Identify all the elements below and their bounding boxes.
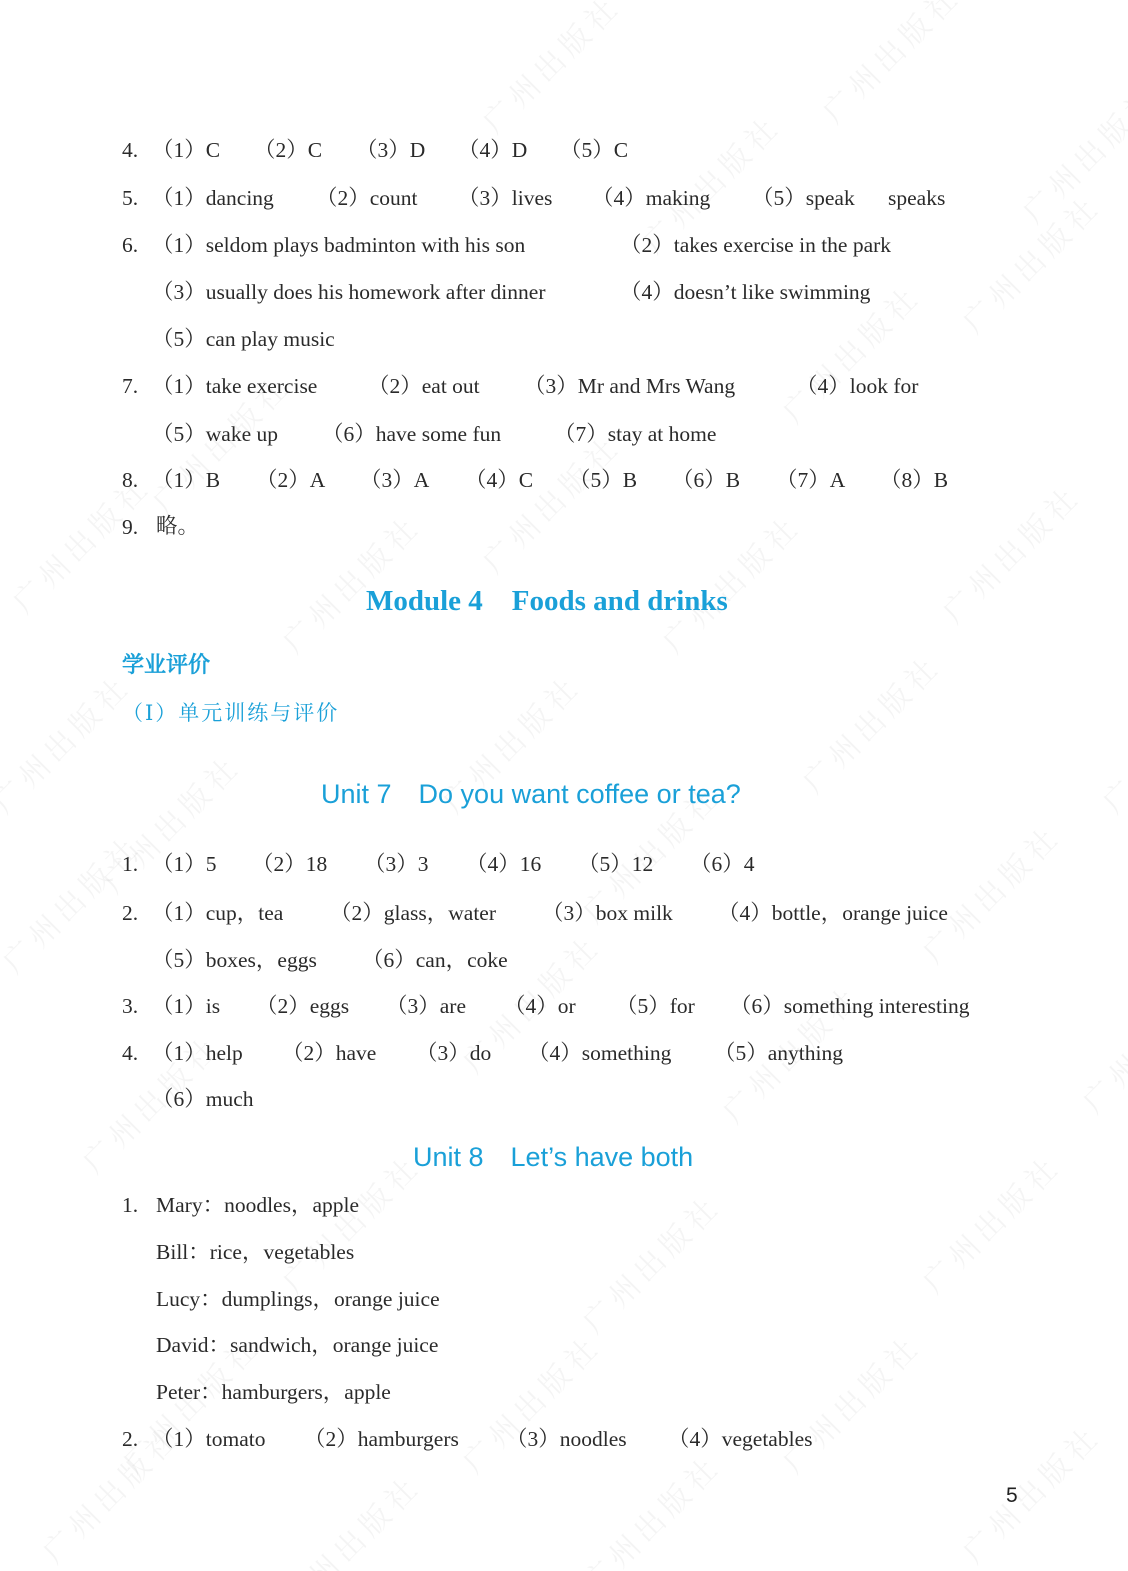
answer-item: （8）B	[880, 468, 949, 492]
question-number: 5.	[122, 186, 139, 210]
section-subtitle: （Ⅰ）单元训练与评价	[122, 701, 340, 725]
answer-item: （6）can，coke	[362, 948, 508, 972]
answer-item: （2）A	[256, 468, 326, 492]
answer-item: （5）speak	[752, 186, 855, 210]
question-number: 1.	[122, 852, 139, 876]
answer-item: 略。	[156, 514, 200, 539]
answer-item: （1）cup，tea	[152, 901, 284, 925]
answer-item: （3）A	[360, 468, 430, 492]
answer-item: （4）bottle，orange juice	[718, 901, 948, 925]
question-number: 4.	[122, 1041, 139, 1065]
watermark-text	[911, 1143, 1069, 1301]
question-number: 2.	[122, 1427, 139, 1451]
answer-item: speaks	[888, 186, 946, 210]
answer-item: （3）3	[364, 852, 429, 876]
answer-item: （6）B	[672, 468, 741, 492]
unit8-line-q1c	[0, 1284, 1128, 1314]
answer-item: Peter：hamburgers，apple	[156, 1380, 391, 1404]
answer-item: Bill：rice，vegetables	[156, 1240, 355, 1264]
answer-item: （2）hamburgers	[304, 1427, 459, 1451]
answer-item: （4）D	[458, 138, 528, 162]
watermark-text	[931, 473, 1089, 631]
question-number: 3.	[122, 994, 139, 1018]
unit7-line-q2b	[0, 945, 1128, 975]
answer-item: （3）Mr and Mrs Wang	[524, 374, 736, 398]
answer-item: （4）or	[504, 994, 576, 1018]
watermark-text	[811, 0, 969, 131]
answer-item: （2）takes exercise in the park	[620, 233, 892, 257]
answer-item: （4）look for	[796, 374, 919, 398]
watermark-text	[571, 1443, 729, 1571]
answer-item: （3）box milk	[542, 901, 673, 925]
answer-item: （4）vegetables	[668, 1427, 813, 1451]
answer-line-q5	[0, 183, 1128, 213]
answer-item: （5）boxes，eggs	[152, 948, 317, 972]
answer-item: （4）making	[592, 186, 711, 210]
answer-item: Lucy：dumplings，orange juice	[156, 1287, 440, 1311]
answer-item: （1）C	[152, 138, 221, 162]
unit7-line-q4a	[0, 1038, 1128, 1068]
question-number: 7.	[122, 374, 139, 398]
answer-item: （3）noodles	[506, 1427, 627, 1451]
unit7-title: Unit 7 Do you want coffee or tea?	[321, 779, 741, 809]
question-number: 2.	[122, 901, 139, 925]
answer-line-q6c	[0, 324, 1128, 354]
unit8-line-q1a	[0, 1190, 1128, 1220]
answer-item: （7）stay at home	[554, 422, 717, 446]
answer-item: （2）eggs	[256, 994, 350, 1018]
answer-item: （5）C	[560, 138, 629, 162]
answer-item: （4）doesn’t like swimming	[620, 280, 871, 304]
unit8-line-q1d	[0, 1330, 1128, 1360]
answer-item: （1）dancing	[152, 186, 274, 210]
answer-line-q4	[0, 135, 1128, 165]
answer-line-q6b	[0, 277, 1128, 307]
unit7-line-q4b	[0, 1084, 1128, 1114]
answer-item: （3）lives	[458, 186, 553, 210]
watermark-text	[271, 1143, 429, 1301]
answer-item: （1）help	[152, 1041, 243, 1065]
answer-item: （6）4	[690, 852, 755, 876]
answer-item: （5）12	[578, 852, 654, 876]
answer-item: （2）eat out	[368, 374, 480, 398]
answer-item: （2）C	[254, 138, 323, 162]
answer-item: （1）is	[152, 994, 221, 1018]
question-number: 8.	[122, 468, 139, 492]
section-label: 学业评价	[122, 653, 211, 678]
watermark-text	[471, 0, 629, 141]
question-number: 4.	[122, 138, 139, 162]
answer-item: （2）count	[316, 186, 418, 210]
answer-line-q9	[0, 512, 1128, 542]
question-number: 6.	[122, 233, 139, 257]
watermark-text	[0, 663, 139, 821]
unit8-line-q1b	[0, 1237, 1128, 1267]
module-title: Module 4 Foods and drinks	[366, 585, 728, 617]
answer-item: （1）seldom plays badminton with his son	[152, 233, 526, 257]
unit7-line-q2a	[0, 898, 1128, 928]
answer-item: （5）wake up	[152, 422, 278, 446]
question-number: 9.	[122, 515, 139, 539]
answer-line-q7b	[0, 419, 1128, 449]
answer-item: （3）usually does his homework after dinner	[152, 280, 546, 304]
answer-item: （6）something interesting	[730, 994, 970, 1018]
unit7-line-q1	[0, 849, 1128, 879]
answer-line-q6a	[0, 230, 1128, 260]
unit8-line-q1e	[0, 1377, 1128, 1407]
answer-item: （3）D	[356, 138, 426, 162]
answer-item: （3）do	[416, 1041, 492, 1065]
answer-item: （2）have	[282, 1041, 377, 1065]
answer-item: （3）are	[386, 994, 466, 1018]
answer-item: （5）for	[616, 994, 695, 1018]
watermark-text	[271, 1463, 429, 1571]
answer-item: （5）can play music	[152, 327, 335, 351]
answer-item: （1）B	[152, 468, 221, 492]
answer-item: （1）tomato	[152, 1427, 266, 1451]
watermark-text	[791, 643, 949, 801]
unit8-line-q2	[0, 1424, 1128, 1454]
answer-item: （6）have some fun	[322, 422, 502, 446]
answer-item: （4）something	[528, 1041, 672, 1065]
page-number: 5	[1006, 1484, 1018, 1507]
watermark-text	[1091, 663, 1128, 821]
answer-line-q7a	[0, 371, 1128, 401]
answer-line-q8	[0, 465, 1128, 495]
answer-item: （5）B	[569, 468, 638, 492]
answer-item: （1）5	[152, 852, 217, 876]
unit8-title: Unit 8 Let’s have both	[413, 1142, 694, 1172]
answer-item: （1）take exercise	[152, 374, 318, 398]
answer-item: （2）18	[252, 852, 328, 876]
answer-item: （7）A	[776, 468, 846, 492]
question-number: 1.	[122, 1193, 139, 1217]
answer-item: （4）C	[465, 468, 534, 492]
unit7-line-q3	[0, 991, 1128, 1021]
answer-item: （4）16	[466, 852, 542, 876]
answer-item: （5）anything	[714, 1041, 843, 1065]
answer-item: （6）much	[152, 1087, 254, 1111]
answer-item: David：sandwich，orange juice	[156, 1333, 439, 1357]
answer-item: （2）glass，water	[330, 901, 496, 925]
answer-item: Mary：noodles，apple	[156, 1193, 360, 1217]
